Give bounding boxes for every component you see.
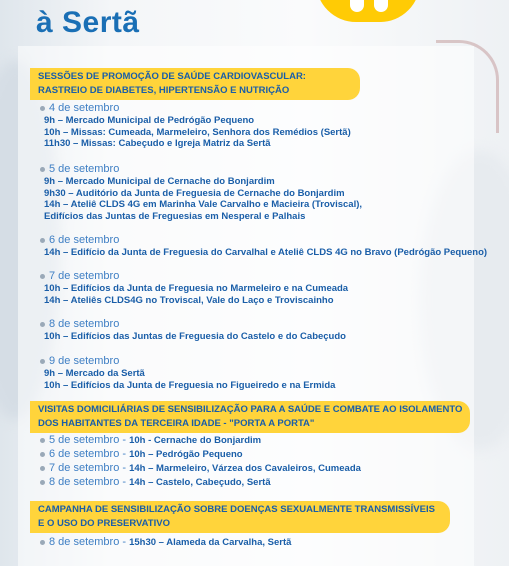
schedule-date: 5 de setembro: [40, 163, 362, 176]
logo-shape: [316, 0, 420, 22]
schedule-date: 7 de setembro: [40, 270, 348, 283]
schedule-day: [40, 355, 335, 391]
schedule-line: 9h – Mercado Municipal de Cernache do Bonjardim: [44, 176, 275, 187]
schedule-line: 9h – Mercado Municipal de Pedrógão Pequeno: [44, 115, 255, 126]
banner-line: SESSÕES DE PROMOÇÃO DE SAÚDE CARDIOVASCULAR:: [38, 71, 306, 82]
schedule-line: 9h – Mercado da Sertã: [44, 368, 145, 379]
bullet-icon: [40, 438, 45, 443]
banner-line: VISITAS DOMICILIÁRIAS DE SENSIBILIZAÇÃO PARA A SAÚDE E COMBATE AO ISOLAMENTO: [38, 404, 463, 415]
visit-item: 8 de setembro - 15h30 – Alameda da Carvalha, Sertã: [40, 535, 291, 550]
schedule-day: [40, 163, 362, 222]
banner-line: CAMPANHA DE SENSIBILIZAÇÃO SOBRE DOENÇAS SEXUALMENTE TRANSMISSÍVEIS: [38, 504, 435, 515]
section-banner-cardio: [30, 68, 360, 100]
schedule-line: 10h – Missas: Cumeada, Marmeleiro, Senhora dos Remédios (Sertã): [44, 126, 351, 138]
section-banner-std: [30, 501, 450, 533]
schedule-day: [40, 318, 346, 343]
schedule-date: 4 de setembro: [40, 102, 351, 115]
bullet-icon: [40, 466, 45, 471]
page-title: à Sertã: [36, 6, 140, 39]
schedule-line: 14h – Ateliê CLDS 4G em Marinha Vale Carvalho e Macieira (Troviscal),: [44, 199, 363, 210]
bullet-icon: [40, 167, 45, 172]
bullet-icon: [40, 238, 45, 243]
visit-item: 6 de setembro - 10h – Pedrógão Pequeno: [40, 447, 243, 462]
schedule-line: Edifícios das Juntas de Freguesias em Nesperal e Palhais: [44, 210, 306, 222]
bullet-icon: [40, 274, 45, 279]
schedule-date: 9 de setembro: [40, 355, 335, 368]
bullet-icon: [40, 322, 45, 327]
banner-line: RASTREIO DE DIABETES, HIPERTENSÃO E NUTRIÇÃO: [38, 85, 290, 96]
section-banner-visits: [30, 401, 470, 433]
bullet-icon: [40, 452, 45, 457]
schedule-line: 10h – Edifícios das Juntas de Freguesia do Castelo e do Cabeçudo: [44, 331, 346, 342]
schedule-date: 8 de setembro: [40, 318, 346, 331]
schedule-line: 11h30 – Missas: Cabeçudo e Igreja Matriz da Sertã: [44, 138, 271, 149]
bullet-icon: [40, 106, 45, 111]
schedule-line: 14h – Edifício da Junta de Freguesia do Carvalhal e Ateliê CLDS 4G no Bravo (Pedrógão Pequeno): [44, 247, 488, 258]
visit-item: 5 de setembro - 10h - Cernache do Bonjardim: [40, 433, 261, 448]
banner-line: E O USO DO PRESERVATIVO: [38, 518, 170, 529]
schedule-line: 10h – Edifícios da Junta de Freguesia no Figueiredo e na Ermida: [44, 379, 336, 391]
schedule-line: 10h – Edifícios da Junta de Freguesia no Marmeleiro e na Cumeada: [44, 283, 349, 294]
schedule-line: 9h30 – Auditório da Junta de Freguesia de Cernache do Bonjardim: [44, 187, 345, 199]
bullet-icon: [40, 359, 45, 364]
visit-item: 7 de setembro - 14h – Marmeleiro, Várzea dos Cavaleiros, Cumeada: [40, 461, 361, 476]
visit-item: 8 de setembro - 14h – Castelo, Cabeçudo, Sertã: [40, 475, 271, 490]
schedule-day: [40, 270, 348, 306]
bullet-icon: [40, 480, 45, 485]
schedule-day: [40, 102, 351, 150]
banner-line: DOS HABITANTES DA TERCEIRA IDADE - "PORTA A PORTA": [38, 418, 315, 429]
schedule-line: 14h – Ateliês CLDS4G no Troviscal, Vale do Laço e Troviscainho: [44, 294, 334, 306]
schedule-date: 6 de setembro: [40, 234, 487, 247]
schedule-day: [40, 234, 487, 259]
